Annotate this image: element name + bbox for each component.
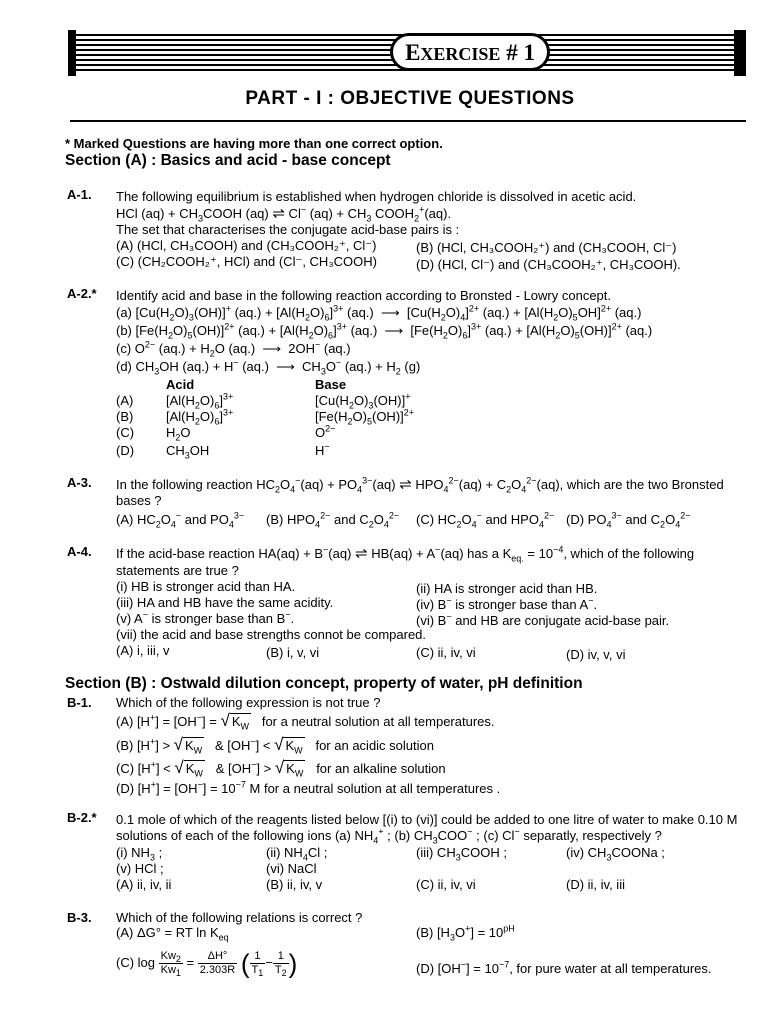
option-b[interactable]: (B) [H+] > √ $K_W$ & [OH−] < √ $K_W$ for an acidic solution xyxy=(116,735,434,756)
option-d[interactable]: (D) $PO_4^{3-}$ and $C_2O_4^{2-}$ xyxy=(566,510,691,530)
question-text: The set that characterises the conjugate acid-base pairs is : xyxy=(116,222,460,237)
statement: (vi) B− and HB are conjugate acid-base pair. xyxy=(416,611,670,628)
option-c[interactable]: (C) (CH₂COOH₂⁺, HCl) and (Cl⁻, CH₃COOH) xyxy=(116,254,377,269)
section-b-heading: Section (B) : Ostwald dilution concept, property of water, pH definition xyxy=(65,675,583,692)
option-c[interactable]: (C) ii, iv, vi xyxy=(416,877,476,892)
question-number: B-1. xyxy=(67,695,92,710)
divider xyxy=(70,120,746,122)
reagent: (iv) $CH_3COONa$ ; xyxy=(566,845,665,863)
option-a[interactable]: (A) ΔG° = RT $\ln K_{eq}$ xyxy=(116,925,229,943)
option-b[interactable]: (B) $HPO_4^{2-}$ and $C_2O_4^{2-}$ xyxy=(266,510,400,530)
question-text: solutions of each of the following ions (a) $NH_4^+$ ; (b) $CH_3COO^-$ ; (c) Cl− separatly, respectively ? xyxy=(116,826,662,846)
option-b[interactable]: (B) xyxy=(116,409,134,424)
column-header: Base xyxy=(315,377,347,392)
option-b[interactable]: (B) i, v, vi xyxy=(266,645,320,660)
statement: (v) A− is stronger base than B−. xyxy=(116,609,295,626)
reaction-a: (a) $[Cu(H_2O)_3(OH)]^+$ $(aq.) + [Al(H_2O)_6]^{3+}$ (aq.) ⟶ $[Cu(H_2O)_4]^{2+}$ $(aq.) + [Al(H_2O)_5OH]^{2+}$ (aq.) xyxy=(116,303,642,323)
option-a[interactable]: (A) xyxy=(116,393,134,408)
reagent: (i) $NH_3$ ; xyxy=(116,845,163,863)
question-text: The following equilibrium is established when hydrogen chloride is dissolved in acetic acid. xyxy=(116,189,637,204)
statement: (iv) B− is stronger base than A−. xyxy=(416,595,598,612)
option-c[interactable]: (C) xyxy=(116,425,135,440)
question-text: If the acid-base reaction HA(aq) + B−(aq) ⇌ HB(aq) + A−(aq) has a $K_{eq.} = 10^{-4}$, which of the following xyxy=(116,544,695,564)
option-d[interactable]: (D) iv, v, vi xyxy=(566,647,626,662)
question-number: A-3. xyxy=(67,475,92,490)
question-number: A-4. xyxy=(67,544,92,559)
option-d[interactable]: (D) $[OH^-] = 10^{-7}$, for pure water at all temperatures. xyxy=(416,959,712,976)
reagent: (v) HCl ; xyxy=(116,861,164,876)
exercise-banner xyxy=(68,30,746,76)
column-header: Acid xyxy=(166,377,195,392)
option-d[interactable]: (D) $[H^+] = [OH^-] = 10^{-7}$ M for a neutral solution at all temperatures . xyxy=(116,779,501,796)
part-title: PART - I : OBJECTIVE QUESTIONS xyxy=(245,88,575,109)
option-d[interactable]: (D) xyxy=(116,443,135,458)
option-a[interactable]: (A) i, iii, v xyxy=(116,643,170,658)
option-c[interactable]: (C) ii, iv, vi xyxy=(416,645,476,660)
option-c[interactable]: (C) $HC_2O_4^-$ and $HPO_4^{2-}$ xyxy=(416,510,555,530)
option-c[interactable]: (C) [H+] < √ $K_W$ & [OH−] > √ $K_W$ for an alkaline solution xyxy=(116,758,446,779)
statement: (i) HB is stronger acid than HA. xyxy=(116,579,296,594)
question-text: Identify acid and base in the following reaction according to Bronsted - Lowry concept. xyxy=(116,288,612,303)
question-text: Which of the following relations is correct ? xyxy=(116,910,363,925)
question-text: 0.1 mole of which of the reagents listed below [(i) to (vi)] could be added to one litre of water to make 0.10 M xyxy=(116,812,738,827)
reaction-b: (b) $[Fe(H_2O)_5(OH)]^{2+}$ $(aq.) + [Al(H_2O)_6]^{3+}$ (aq.) ⟶ $[Fe(H_2O)_6]^{3+}$ $(aq.) + [Al(H_2O)_5(OH)]^{2+}$ (aq.) xyxy=(116,321,653,341)
option-d[interactable]: (D) ii, iv, iii xyxy=(566,877,625,892)
reagent: (iii) $CH_3COOH$ ; xyxy=(416,845,507,863)
statement: (ii) HA is stronger acid than HB. xyxy=(416,581,598,596)
option-d[interactable]: (D) (HCl, Cl⁻) and (CH₃COOH₂⁺, CH₃COOH). xyxy=(416,257,681,272)
reaction-c: (c) $O^{2-}$ $(aq.) + H_2O$ (aq.) ⟶ 2OH− (aq.) xyxy=(116,339,351,359)
question-number: B-3. xyxy=(67,910,92,925)
reagent: (vi) NaCl xyxy=(266,861,317,876)
option-b[interactable]: (B) (HCl, CH₃COOH₂⁺) and (CH₃COOH, Cl⁻) xyxy=(416,240,677,255)
question-number: A-2.* xyxy=(67,286,97,301)
option-c[interactable]: (C) log $\frac{Kw_2}{Kw_1}$ = $\frac{\Delta H^\circ}{2.303R}$ ( $\frac{1}{T_1}$ − $\frac{1}{T_2}$ ) xyxy=(116,948,298,979)
note-text: * Marked Questions are having more than one correct option. xyxy=(65,136,443,151)
statement: (vii) the acid and base strengths connot be compared. xyxy=(116,627,427,642)
question-number: A-1. xyxy=(67,187,92,202)
question-number: B-2.* xyxy=(67,810,97,825)
reaction-d: (d) $CH_3OH$ (aq.) + H− (aq.) ⟶ $CH_3O^-$ $(aq.) + H_2$ (g) xyxy=(116,357,421,377)
option-a[interactable]: (A) $HC_2O_4^-$ and $PO_4^{3-}$ xyxy=(116,510,245,530)
option-a[interactable]: (A) [H+] = [OH−] = √ $K_W$ for a neutral solution at all temperatures. xyxy=(116,711,495,732)
option-a[interactable]: (A) (HCl, CH₃COOH) and (CH₃COOH₂⁺, Cl⁻) xyxy=(116,238,377,253)
option-b[interactable]: (B) $[H_3O^+] = 10^{pH}$ xyxy=(416,923,515,943)
equation: HCl $(aq) + CH_3COOH$ (aq) ⇌ Cl− $(aq) + CH_3$ $COOH_2^+(aq)$. xyxy=(116,204,452,224)
question-text: In the following reaction $HC_2O_4^-(aq) + PO_4^{3-}(aq)$ ⇌ $HPO_4^{2-}(aq) + C_2O_4^{2-}(aq)$, which are the two Bronsted xyxy=(116,475,724,495)
option-a[interactable]: (A) ii, iv, ii xyxy=(116,877,172,892)
banner-title-pill xyxy=(390,33,550,71)
question-text: bases ? xyxy=(116,493,162,508)
section-a-heading: Section (A) : Basics and acid - base concept xyxy=(65,152,391,169)
question-text: statements are true ? xyxy=(116,563,239,578)
question-text: Which of the following expression is not true ? xyxy=(116,695,381,710)
statement: (iii) HA and HB have the same acidity. xyxy=(116,595,334,610)
reagent: (ii) $NH_4Cl$ ; xyxy=(266,845,328,863)
exercise-title: EXERCISE # 1 xyxy=(405,40,535,65)
option-b[interactable]: (B) ii, iv, v xyxy=(266,877,323,892)
